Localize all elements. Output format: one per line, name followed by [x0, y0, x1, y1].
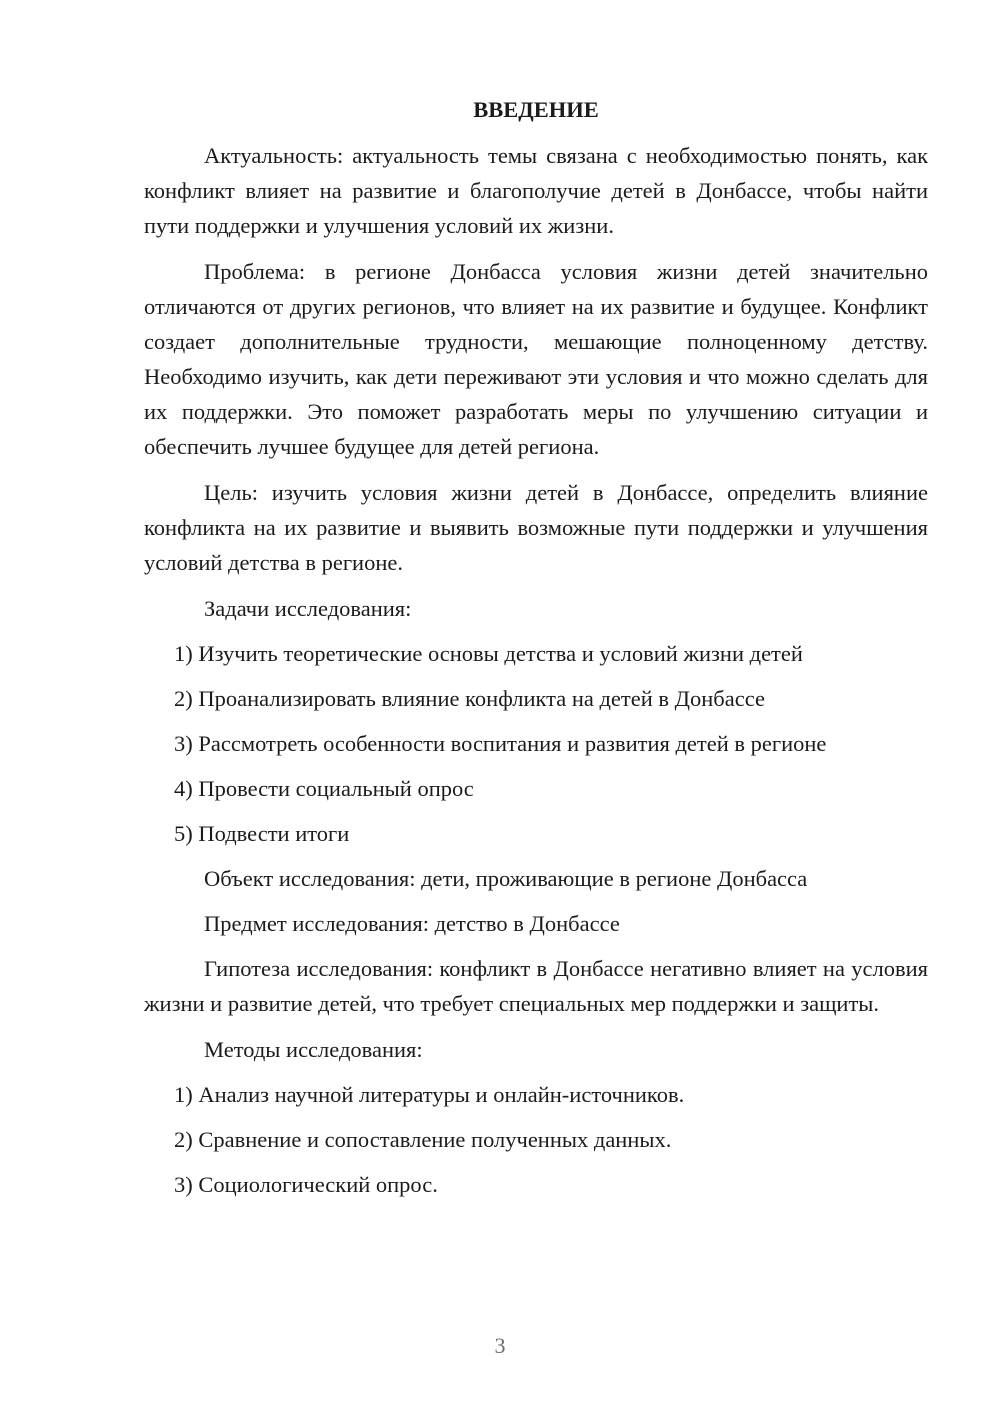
method-item: 2) Сравнение и сопоставление полученных данных. [174, 1127, 672, 1152]
task-item: 5) Подвести итоги [174, 821, 350, 846]
relevance-paragraph: Актуальность: актуальность темы связана с необходимостью понять, как конфликт влияет на развитие и благополучие детей в Донбассе, чтобы найти пути поддержки и улучшения условий их жизни. [144, 143, 928, 238]
task-item: 4) Провести социальный опрос [174, 776, 474, 801]
document-page [144, 92, 928, 1212]
research-object: Объект исследования: дети, проживающие в регионе Донбасса [204, 866, 808, 891]
task-item: 1) Изучить теоретические основы детства и условий жизни детей [174, 641, 803, 666]
method-item: 3) Социологический опрос. [174, 1172, 438, 1197]
page-number: 3 [494, 1333, 506, 1358]
goal-paragraph: Цель: изучить условия жизни детей в Донбассе, определить влияние конфликта на их развитие и выявить возможные пути поддержки и улучшения условий детства в регионе. [144, 480, 928, 575]
task-item: 2) Проанализировать влияние конфликта на детей в Донбассе [174, 686, 765, 711]
methods-heading: Методы исследования: [204, 1037, 423, 1062]
hypothesis-paragraph: Гипотеза исследования: конфликт в Донбассе негативно влияет на условия жизни и развитие детей, что требует специальных мер поддержки и защиты. [144, 956, 928, 1016]
problem-paragraph: Проблема: в регионе Донбасса условия жизни детей значительно отличаются от других регионов, что влияет на их развитие и будущее. Конфликт создает дополнительные трудности, мешающие полноценному детству. Необходимо изучить, как дети переживают эти условия и что можно сделать для их поддержки. Это поможет разработать меры по улучшению ситуации и обеспечить лучшее будущее для детей региона. [144, 259, 928, 459]
method-item: 1) Анализ научной литературы и онлайн-источников. [174, 1082, 685, 1107]
task-item: 3) Рассмотреть особенности воспитания и развития детей в регионе [174, 731, 827, 756]
page-title: ВВЕДЕНИЕ [473, 97, 599, 122]
research-subject: Предмет исследования: детство в Донбассе [204, 911, 620, 936]
tasks-heading: Задачи исследования: [204, 596, 412, 621]
